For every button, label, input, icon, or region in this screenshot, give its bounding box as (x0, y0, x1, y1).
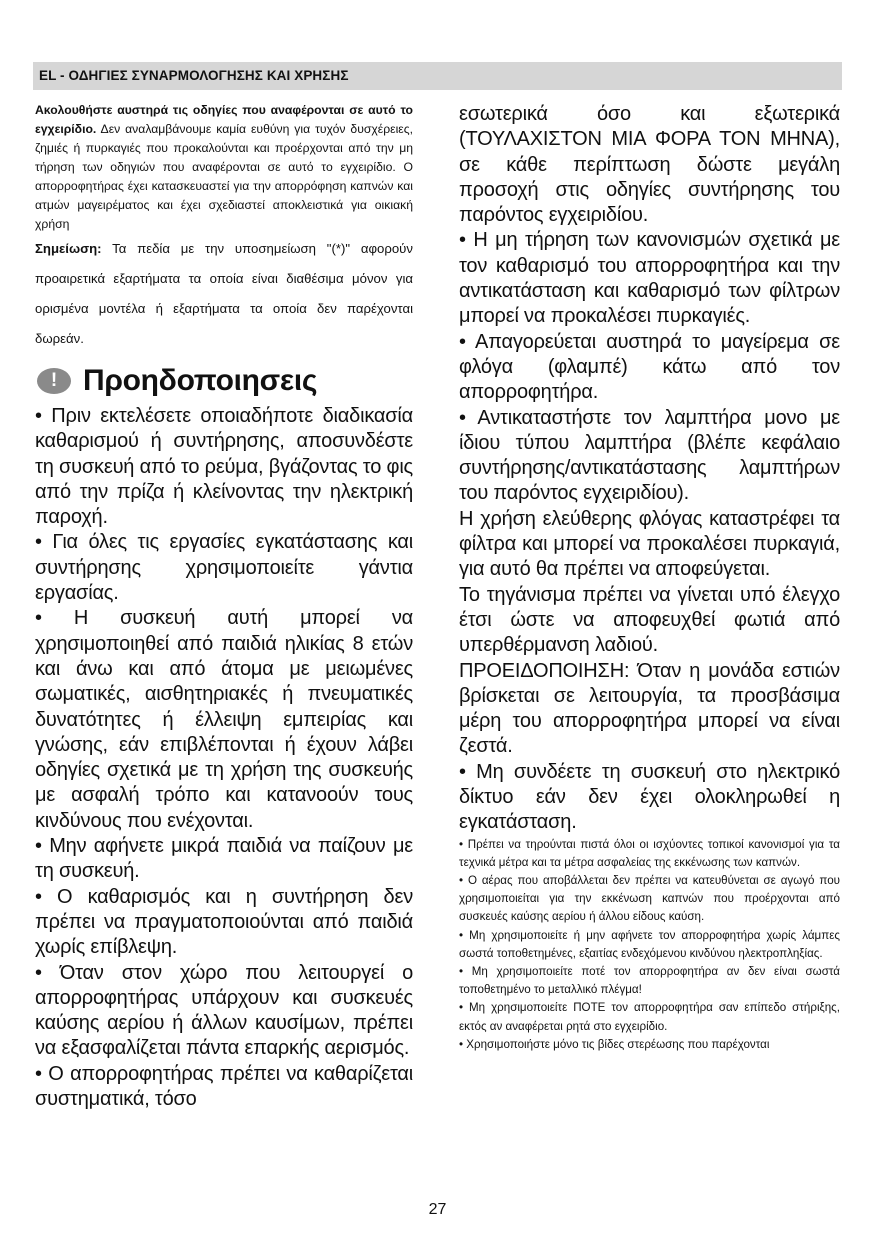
warning-paragraph: • Αντικαταστήστε τον λαμπτήρα μονο με ίδιου τύπου λαμπτήρα (βλέπε κεφάλαιο συντήρησης/αντικατάστασης λαμπτήρων του παρόντος εγχειριδίου). (459, 406, 840, 505)
left-column (35, 101, 413, 1112)
warning-paragraph: • Για όλες τις εργασίες εγκατάστασης και συντήρησης χρησιμοποιείτε γάντια εργασίας. (35, 531, 413, 605)
section-header-title: EL - ΟΔΗΓΙΕΣ ΣΥΝΑΡΜΟΛΟΓΗΣΗΣ ΚΑΙ ΧΡΗΣΗΣ (39, 68, 349, 83)
warning-paragraph: • Όταν στον χώρο που λειτουργεί ο απορροφητήρας υπάρχουν και συσκευές καύσης αερίου ή άλλων καυσίμων, πρέπει να εξασφαλίζεται πάντα επαρκής αερισμός. (35, 961, 413, 1060)
warning-paragraph: • Η μη τήρηση των κανονισμών σχετικά με τον καθαρισμό του απορροφητήρα και την αντικατάσταση και καθαρισμό των φίλτρων μπορεί να προκαλέσει πυρκαγιές. (459, 229, 840, 328)
intro-bold-text: Ακολουθήστε αυστηρά τις οδηγίες που αναφέρονται σε αυτό το εγχειρίδιο. (35, 103, 413, 136)
warning-paragraph: • Η συσκευή αυτή μπορεί να χρησιμοποιηθεί από παιδιά ηλικίας 8 ετών και άνω και από άτομα με μειωμένες σωματικές, αισθητηριακές ή πνευματικές δυνατότητες ή έλλειψη εμπειρίας και γνώσης, εάν επιβλέπονται ή έχουν λάβει οδηγίες σχετικά με τη χρήση της συσκευής με ασφαλή τρόπο και κατανοούν τους κινδύνους που ενέχονται. (35, 607, 413, 832)
warning-paragraph: • Ο απορροφητήρας πρέπει να καθαρίζεται συστηματικά, τόσο (35, 1062, 413, 1111)
warning-paragraph: • Πριν εκτελέσετε οποιαδήποτε διαδικασία καθαρισμού ή συντήρησης, αποσυνδέστε τη συσκευή από το ρεύμα, βγάζοντας το φις από την πρίζα ή κλείνοντας την ηλεκτρική παροχή. (35, 405, 413, 529)
section-header-bar (33, 62, 842, 90)
warning-paragraph: εσωτερικά όσο και εξωτερικά (ΤΟΥΛΑΧΙΣΤΟΝ ΜΙΑ ΦΟΡΑ ΤΟΝ ΜΗΝΑ), σε κάθε περίπτωση δώστε μεγάλη προσοχή στις οδηγίες συντήρησης του παρόντος εγχειριδίου. (459, 103, 840, 227)
fine-print-paragraph: • Χρησιμοποιήστε μόνο τις βίδες στερέωσης που παρέχονται (459, 1037, 770, 1051)
note-text: Τα πεδία με την υποσημείωση "(*)" αφορούν προαιρετικά εξαρτήματα τα οποία είναι διαθέσιμα μόνον για ορισμένα μοντέλα ή εξαρτήματα τα οποία δεν παρέχονται δωρεάν. (35, 241, 413, 346)
intro-paragraph (35, 101, 413, 234)
warnings-title: Προηδοποιησεις (83, 364, 318, 397)
right-column (459, 102, 840, 1054)
warning-paragraph: • Μη συνδέετε τη συσκευή στο ηλεκτρικό δίκτυο εάν δεν έχει ολοκληρωθεί η εγκατάσταση. (459, 760, 840, 834)
page-number: 27 (428, 1201, 447, 1218)
fine-print-paragraph: • Μη χρησιμοποιείτε ΠΟΤΕ τον απορροφητήρα σαν επίπεδο στήριξης, εκτός αν αναφέρεται ρητά στο εγχειρίδιο. (459, 1001, 840, 1033)
warning-paragraph: • Ο καθαρισμός και η συντήρηση δεν πρέπει να πραγματοποιούνται από παιδιά χωρίς επίβλεψη. (35, 885, 413, 959)
warning-paragraph: • Μην αφήνετε μικρά παιδιά να παίζουν με τη συσκευή. (35, 835, 413, 883)
warning-paragraph: Η χρήση ελεύθερης φλόγας καταστρέφει τα φίλτρα και μπορεί να προκαλέσει πυρκαγιά, για αυτό θα πρέπει να αποφεύγεται. (459, 507, 840, 581)
note-paragraph (35, 234, 413, 354)
note-label: Σημείωση: (35, 241, 102, 256)
fine-print-paragraph: • Μη χρησιμοποιείτε ποτέ τον απορροφητήρα αν δεν είναι σωστά τοποθετημένο το μεταλλικό πλέγμα! (459, 965, 840, 997)
fine-print-paragraph: • Μη χρησιμοποιείτε ή μην αφήνετε τον απορροφητήρα χωρίς λάμπες σωστά τοποθετημένες, εξαιτίας ενδεχόμενου κινδύνου ηλεκτροπληξίας. (459, 928, 840, 960)
warning-icon: ! (37, 368, 71, 394)
warnings-heading (35, 360, 413, 402)
warning-paragraph: Το τηγάνισμα πρέπει να γίνεται υπό έλεγχο έτσι ώστε να αποφευχθεί φωτιά από υπερθέρμανση λαδιού. (459, 583, 840, 657)
fine-print-paragraph: • Πρέπει να τηρούνται πιστά όλοι οι ισχύοντες τοπικοί κανονισμοί για τα τεχνικά μέτρα και τα μέτρα ασφαλείας της εκκένωσης των καπνών. (459, 837, 840, 869)
fine-print-paragraph: • Ο αέρας που αποβάλλεται δεν πρέπει να κατευθύνεται σε αγωγό που χρησιμοποιείται για την εκκένωση καπνών που προέρχονται από συσκευές καύσης αερίου ή άλλου είδους καύση. (459, 874, 840, 924)
warning-paragraph: ΠΡΟΕΙΔΟΠΟΙΗΣΗ: Όταν η μονάδα εστιών βρίσκεται σε λειτουργία, τα προσβάσιμα μέρη του απορροφητήρα μπορεί να είναι ζεστά. (459, 659, 840, 758)
warning-paragraph: • Απαγορεύεται αυστηρά το μαγείρεμα σε φλόγα (φλαμπέ) κάτω από τον απορροφητήρα. (459, 330, 840, 404)
intro-text: Δεν αναλαμβάνουμε καμία ευθύνη για τυχόν δυσχέρειες, ζημιές ή πυρκαγιές που προκαλούνται και προέρχονται από την μη τήρηση των οδηγιών που αναφέρονται σε αυτό το εγχειρίδιο. Ο απορροφητήρας έχει κατασκευαστεί για την απορρόφηση καπνών και ατμών μαγειρέματος και έχει σχεδιαστεί αποκλειστικά για οικιακή χρήση (35, 122, 413, 231)
